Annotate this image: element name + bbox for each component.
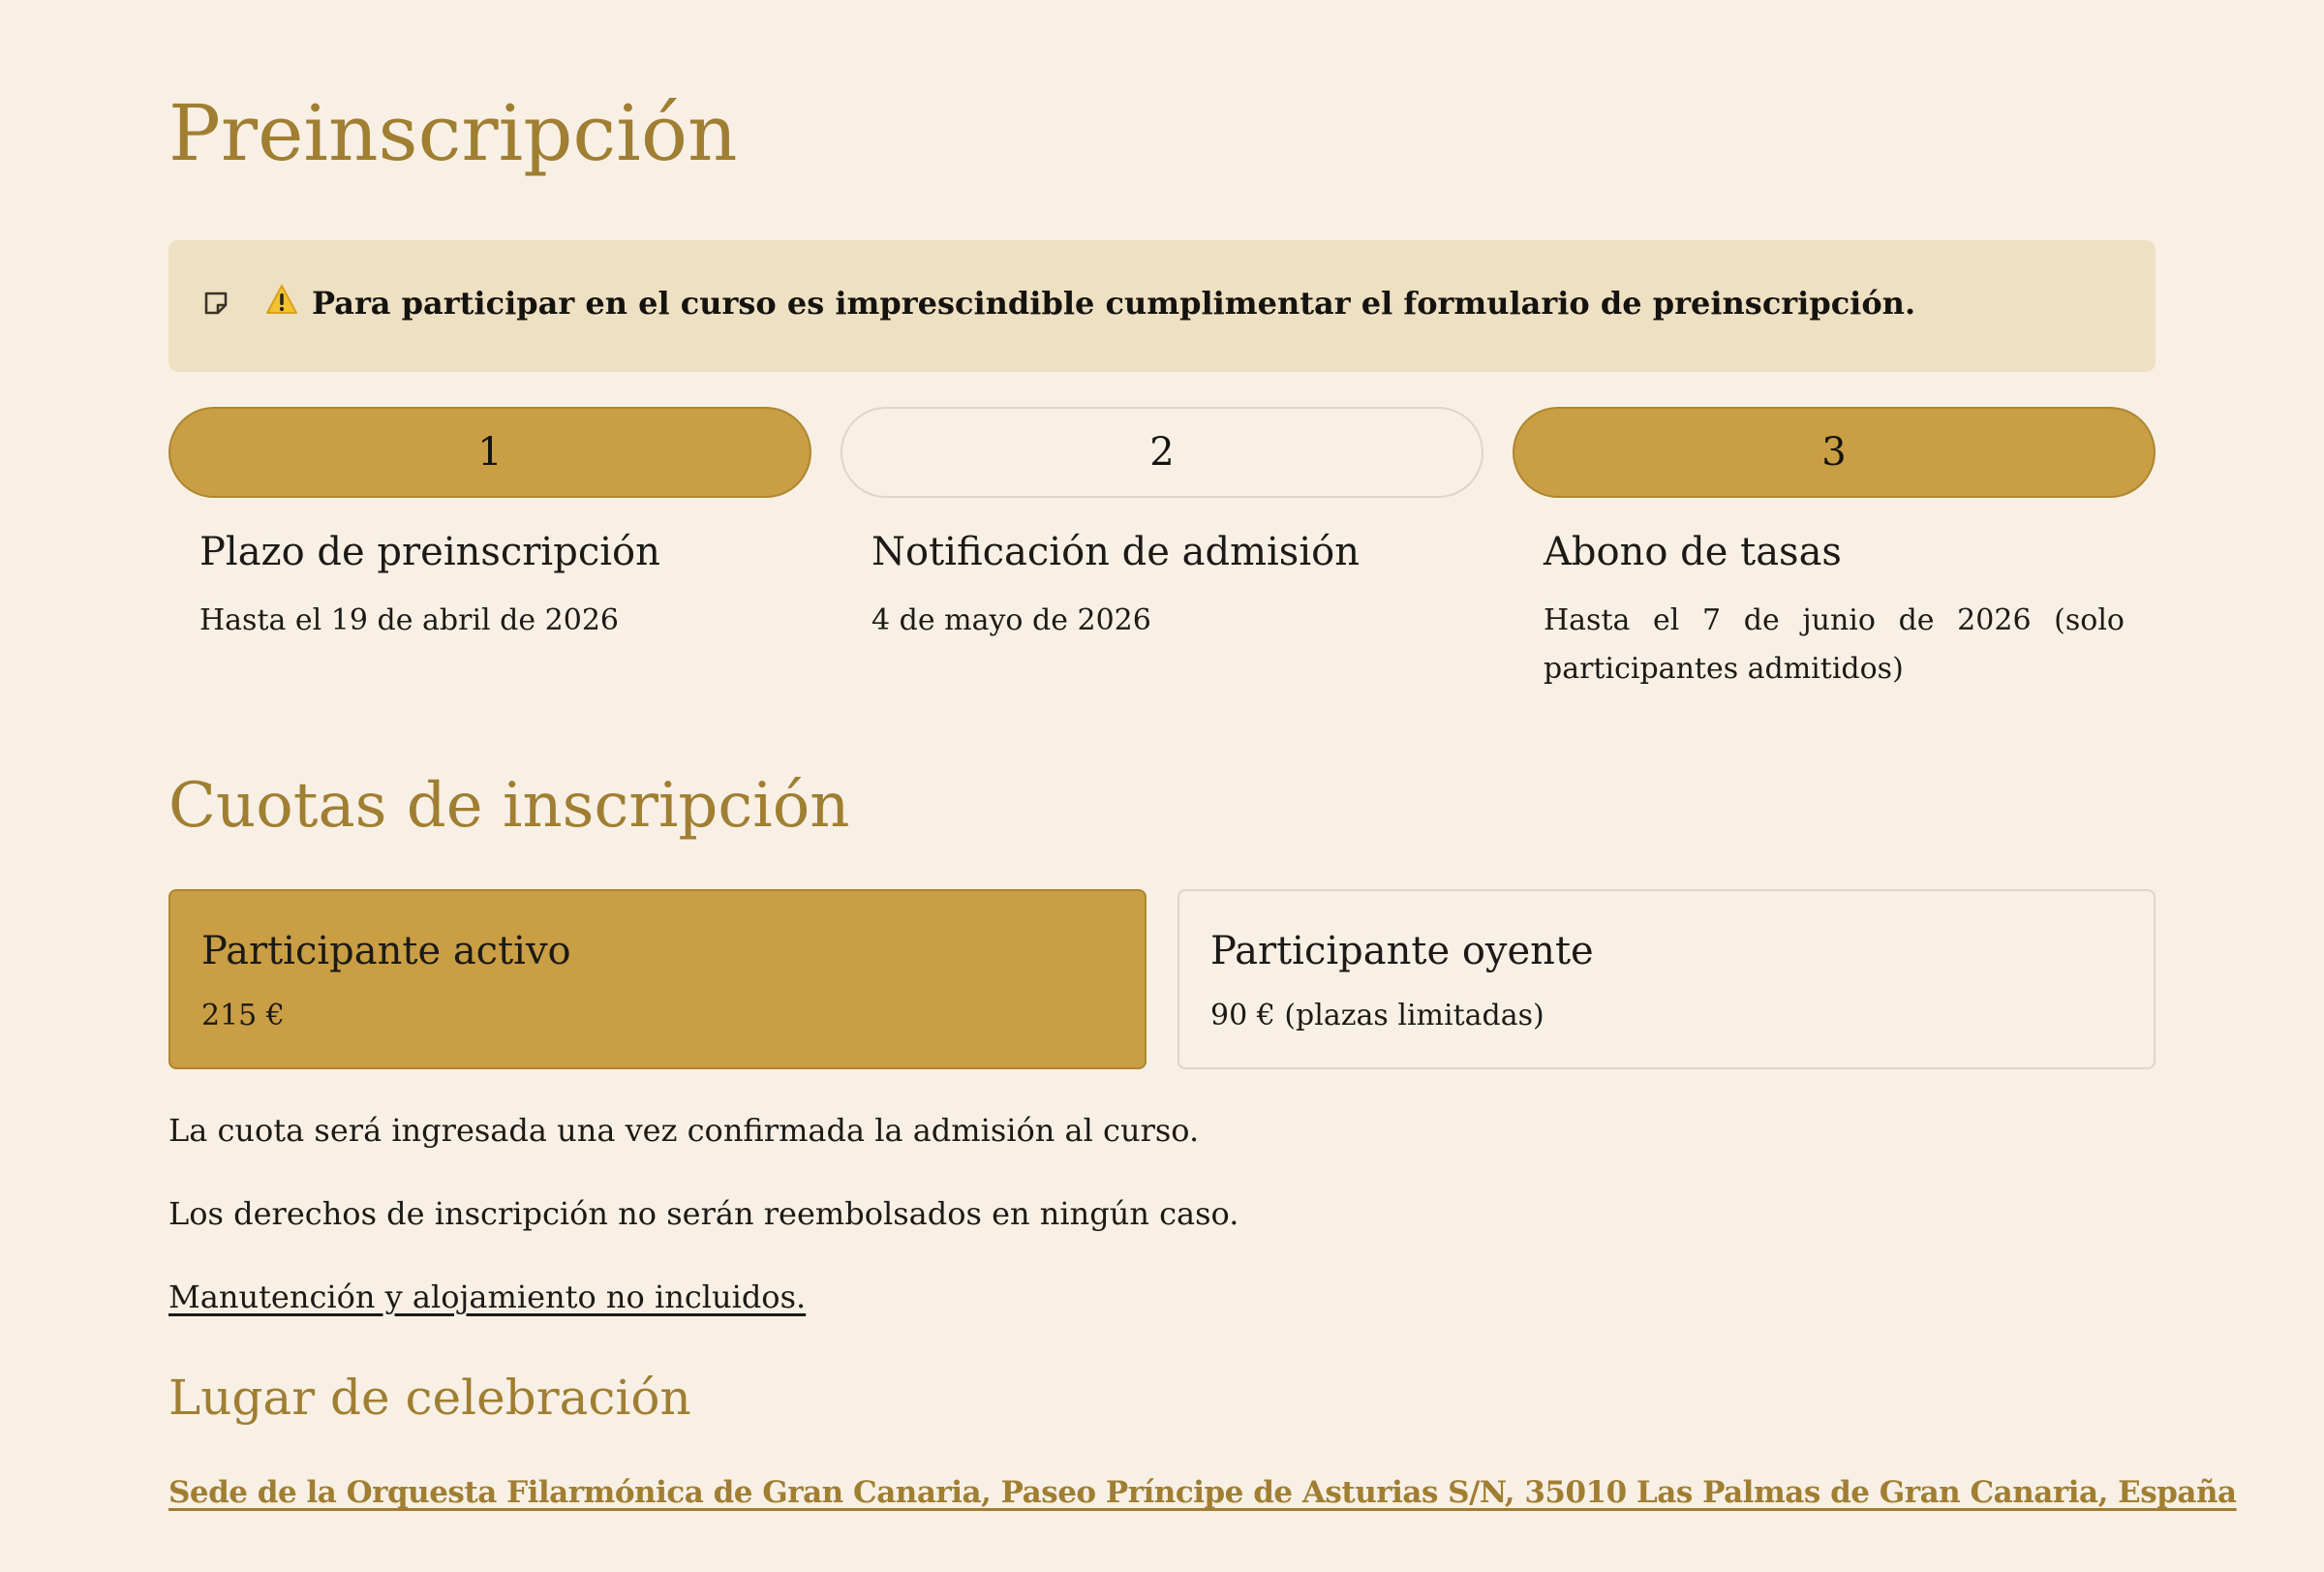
fee-price: 215 € (201, 999, 285, 1033)
fee-note-refund: Los derechos de inscripción no serán reembolsados en ningún caso. (168, 1195, 1239, 1232)
fee-title: Participante activo (201, 929, 571, 973)
step-title: Abono de tasas (1544, 530, 1842, 574)
fees-heading: Cuotas de inscripción (168, 770, 850, 842)
step-description: Hasta el 19 de abril de 2026 (199, 603, 620, 637)
venue-heading: Lugar de celebración (168, 1370, 691, 1426)
step-number-badge: 3 (1513, 407, 2156, 498)
page-title: Preinscripción (168, 88, 738, 178)
fee-note-payment: La cuota será ingresada una vez confirmada la admisión al curso. (168, 1112, 1200, 1149)
fee-title: Participante oyente (1210, 929, 1594, 973)
step-title: Notificación de admisión (872, 530, 1360, 574)
step-number-badge: 1 (168, 407, 811, 498)
alert-text: Para participar en el curso es imprescindible cumplimentar el formulario de preinscripción. (312, 285, 1916, 322)
fee-price: 90 € (plazas limitadas) (1210, 999, 1544, 1033)
step-number-badge: 2 (841, 407, 1483, 498)
preinscription-alert (168, 240, 2156, 372)
step-preinscription-deadline (168, 407, 811, 637)
step-description: Hasta el 7 de junio de 2026 (solo participantes admitidos) (1544, 603, 2125, 686)
steps-timeline (168, 407, 2156, 697)
note-icon (203, 291, 229, 316)
fee-card-active-participant (168, 889, 1147, 1069)
venue-address-link[interactable]: Sede de la Orquesta Filarmónica de Gran Canaria, Paseo Príncipe de Asturias S/N, 35010 Las Palmas de Gran Canaria, España (168, 1475, 2237, 1510)
fee-card-listener-participant (1177, 889, 2156, 1069)
fee-note-accommodation-link[interactable]: Manutención y alojamiento no incluidos. (168, 1279, 807, 1315)
step-fee-payment (1513, 407, 2156, 686)
warning-icon (265, 283, 298, 318)
step-title: Plazo de preinscripción (199, 530, 660, 574)
step-description: 4 de mayo de 2026 (872, 603, 1151, 637)
step-admission-notification (841, 407, 1483, 637)
